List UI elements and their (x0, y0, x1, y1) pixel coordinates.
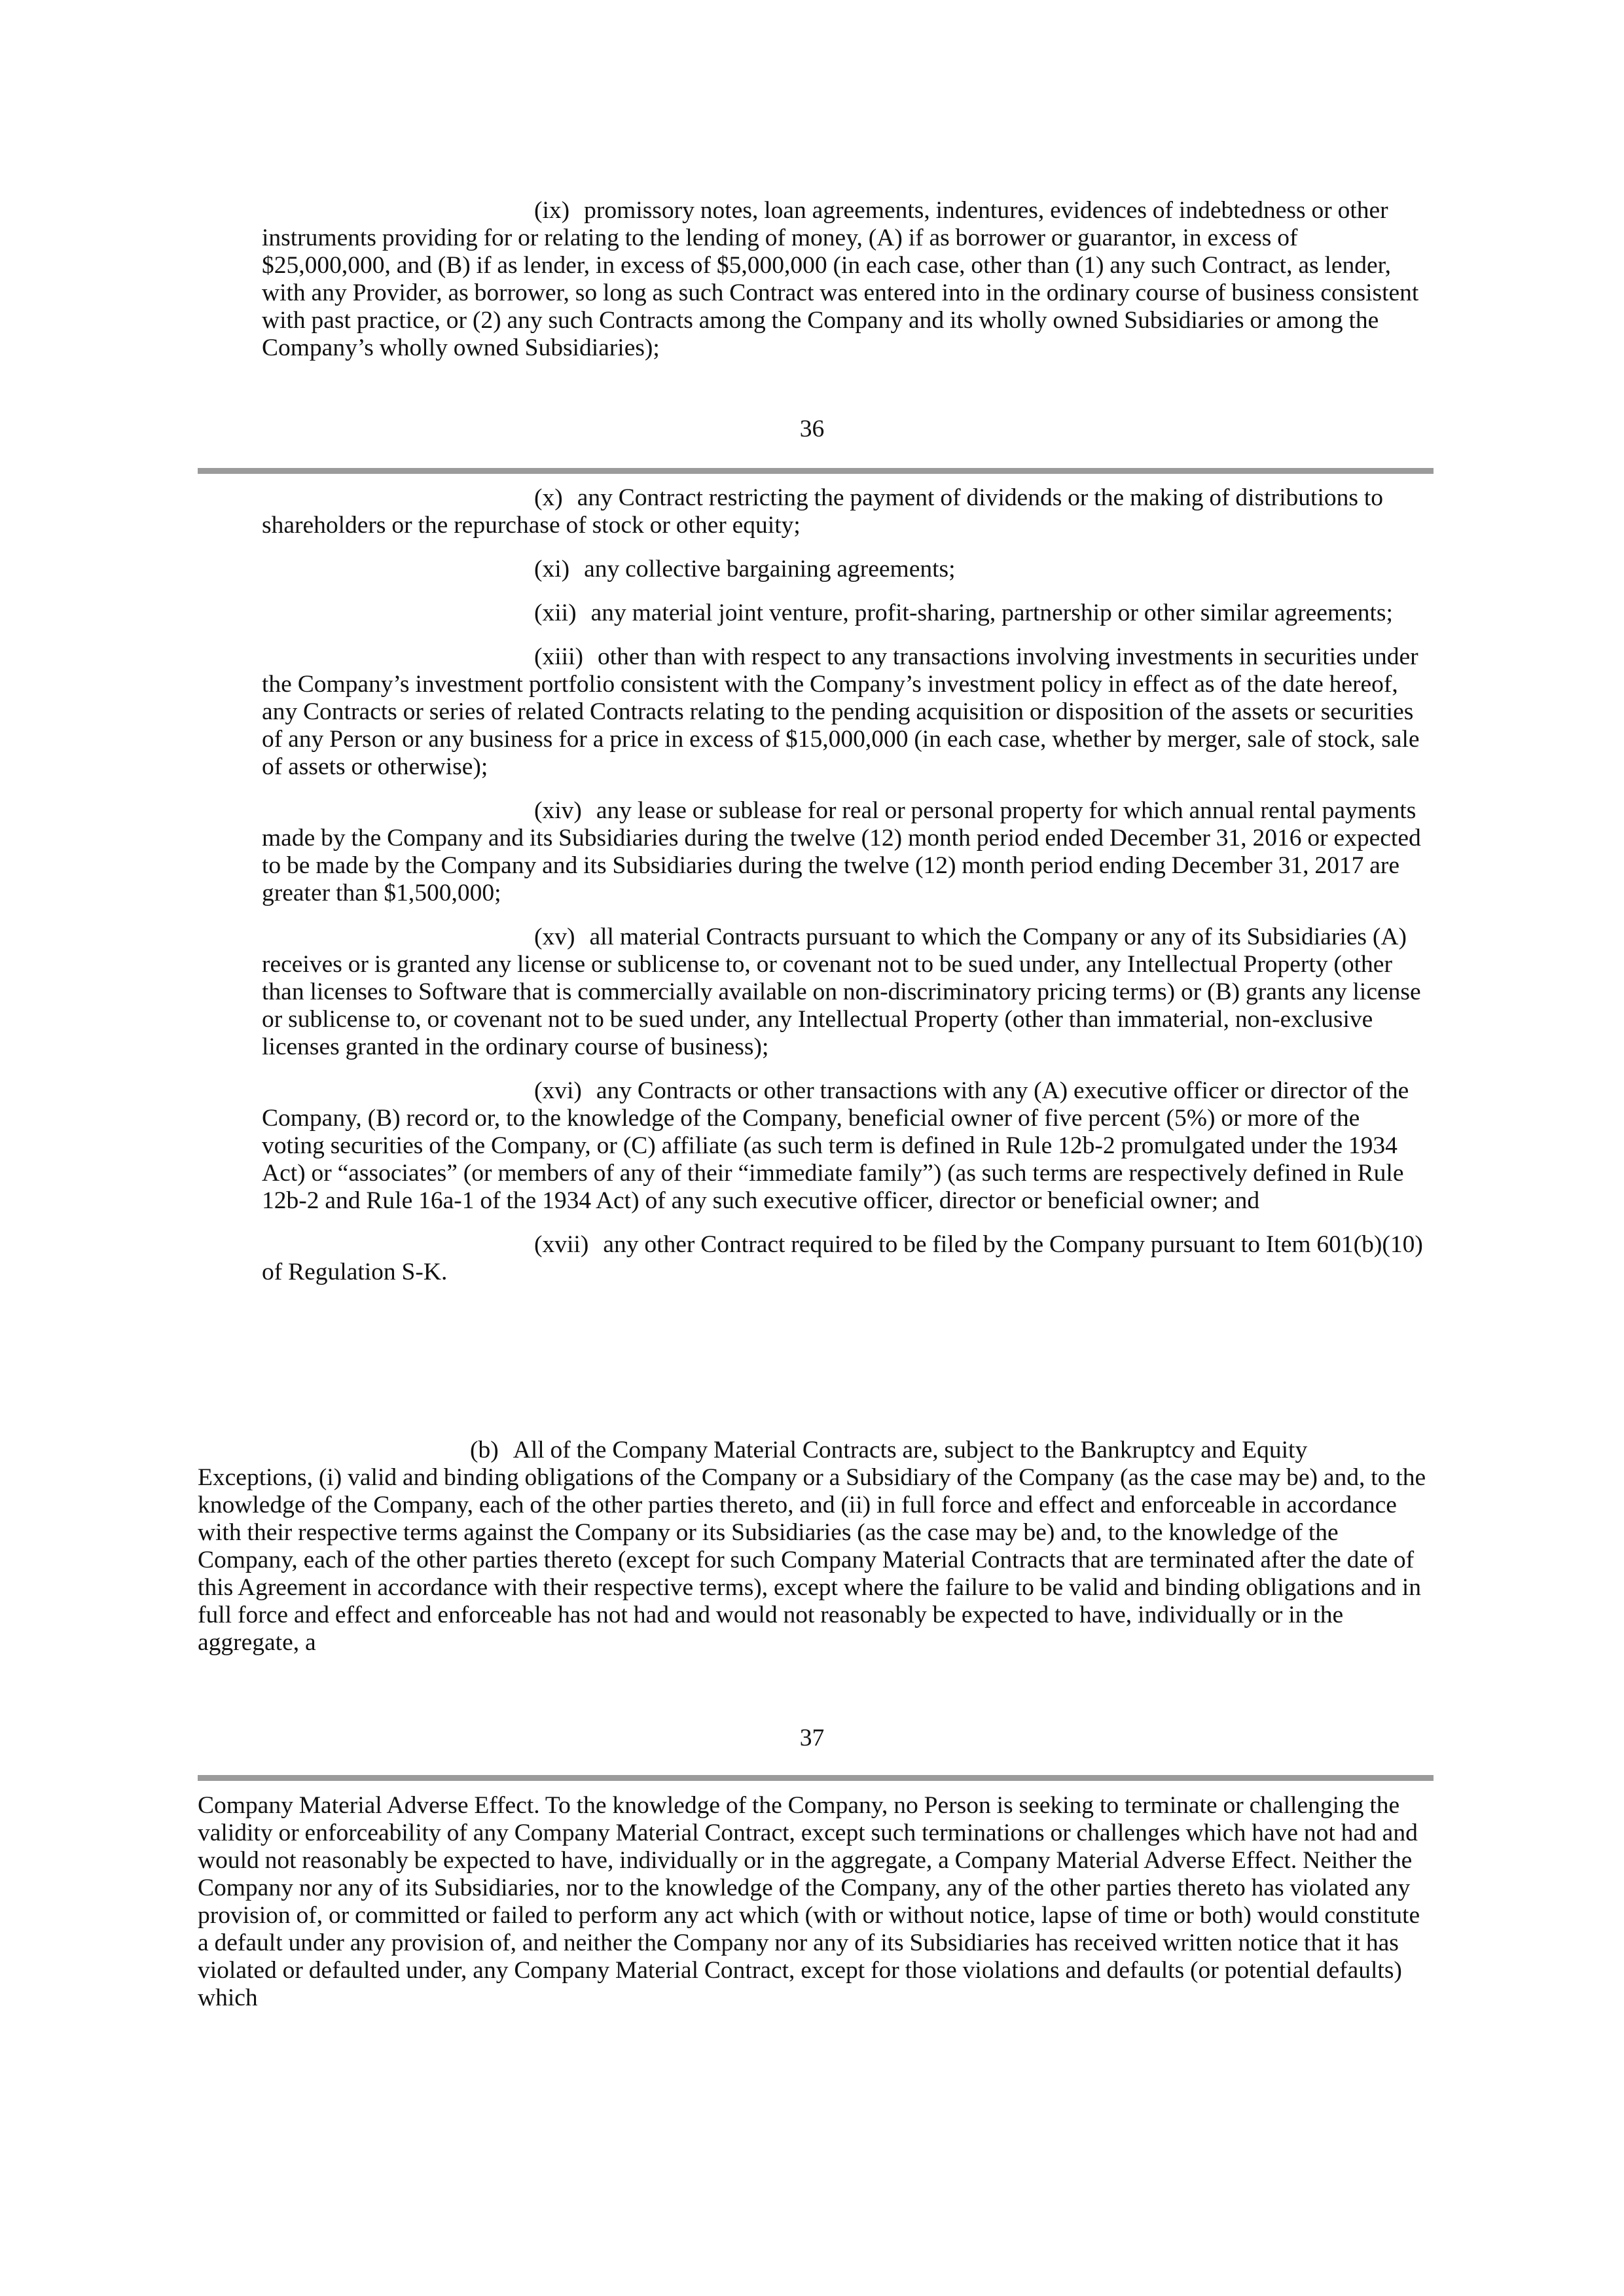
continuation-paragraph: Company Material Adverse Effect. To the knowledge of the Company, no Person is seeking to terminate or challenging the validity or enforceability of any Company Material Contract, except such terminations or challenges which have not had and would not reasonably be expected to have, individually or in the aggregate, a Company Material Adverse Effect. Neither the Company nor any of its Subsidiaries, nor to the knowledge of the Company, any of the other parties thereto has violated any provision of, or committed or failed to perform any act which (with or without notice, lapse of time or both) would constitute a default under any provision of, and neither the Company nor any of its Subsidiaries has received written notice that it has violated or defaulted under, any Company Material Contract, except for those violations and defaults (or potential defaults) which (198, 1792, 1420, 2011)
list-item-xiii (262, 643, 1428, 781)
list-item-x (262, 484, 1428, 539)
page-36-content (262, 197, 1428, 362)
page-37-sub-items (262, 484, 1428, 1312)
item-label: (xvii) (534, 1231, 589, 1258)
item-label: (x) (534, 484, 563, 511)
item-label: (b) (470, 1437, 499, 1463)
page-separator (198, 468, 1434, 474)
page-number: 37 (799, 1725, 825, 1751)
page-number: 36 (799, 416, 825, 442)
list-item-xi (262, 556, 1428, 583)
item-text: other than with respect to any transactions involving investments in securities under the Company’s investment portfolio consistent with the Company’s investment policy in effect as of the date hereof, any Contracts or series of related Contracts relating to the pending acquisition or disposition of the assets or securities of any Person or any business for a price in excess of $15,000,000 (in each case, whether by merger, sale of stock, sale of assets or otherwise); (262, 643, 1420, 780)
list-item-xv (262, 924, 1428, 1061)
item-text: any material joint venture, profit-sharing, partnership or other similar agreements; (590, 600, 1393, 626)
item-text: all material Contracts pursuant to which the Company or any of its Subsidiaries (A) receives or is granted any license or sublicense to, or covenant not to be sued under, any Intellectual Property (other than licenses to Software that is commercially available on non-discriminatory pricing terms) or (B) grants any license or sublicense to, or covenant not to be sued under, any Intellectual Property (other than immaterial, non-exclusive licenses granted in the ordinary course of business); (262, 924, 1421, 1060)
item-label: (xiv) (534, 797, 582, 824)
list-item-xiv (262, 797, 1428, 907)
item-label: (xv) (534, 924, 575, 950)
page-38-content (198, 1792, 1428, 2012)
item-text: promissory notes, loan agreements, indentures, evidences of indebtedness or other instruments providing for or relating to the lending of money, (A) if as borrower or guarantor, in excess of $25,000,000, and (B) if as lender, in excess of $5,000,000 (in each case, other than (1) any such Contract, as lender, with any Provider, as borrower, so long as such Contract was entered into in the ordinary course of business consistent with past practice, or (2) any such Contracts among the Company and its wholly owned Subsidiaries or among the Company’s wholly owned Subsidiaries); (262, 197, 1419, 361)
item-label: (xvi) (534, 1077, 582, 1104)
item-label: (xi) (534, 556, 570, 583)
item-text: any Contracts or other transactions with any (A) executive officer or director of the Company, (B) record or, to the knowledge of the Company, beneficial owner of five percent (5%) or more of the voting securities of the Company, or (C) affiliate (as such term is defined in Rule 12b-2 promulgated under the 1934 Act) or “associates” (or members of any of their “immediate family”) (as such terms are respectively defined in Rule 12b-2 and Rule 16a-1 of the 1934 Act) of any such executive officer, director or beneficial owner; and (262, 1077, 1409, 1214)
page-37-section-b (198, 1437, 1428, 1657)
item-text: any Contract restricting the payment of dividends or the making of distributions to shareholders or the repurchase of stock or other equity; (262, 484, 1383, 539)
section-b-paragraph (198, 1437, 1428, 1657)
list-item-ix (262, 197, 1428, 362)
item-label: (ix) (534, 197, 570, 224)
item-text: any lease or sublease for real or personal property for which annual rental payments made by the Company and its Subsidiaries during the twelve (12) month period ended December 31, 2016 or expected to be made by the Company and its Subsidiaries during the twelve (12) month period ending December 31, 2017 are greater than $1,500,000; (262, 797, 1421, 906)
item-label: (xiii) (534, 643, 583, 670)
page-separator (198, 1775, 1434, 1781)
item-label: (xii) (534, 600, 577, 626)
item-text: All of the Company Material Contracts are, subject to the Bankruptcy and Equity Exceptions, (i) valid and binding obligations of the Company or a Subsidiary of the Company (as the case may be) and, to the knowledge of the Company, each of the other parties thereto, and (ii) in full force and effect and enforceable in accordance with their respective terms against the Company or its Subsidiaries (as the case may be) and, to the knowledge of the Company, each of the other parties thereto (except for such Company Material Contracts that are terminated after the date of this Agreement in accordance with their respective terms), except where the failure to be valid and binding obligations and in full force and effect and enforceable has not had and would not reasonably be expected to have, individually or in the aggregate, a (198, 1437, 1426, 1656)
list-item-xii (262, 600, 1428, 627)
item-text: any other Contract required to be filed by the Company pursuant to Item 601(b)(10) of Regulation S-K. (262, 1231, 1423, 1285)
list-item-xvi (262, 1077, 1428, 1215)
list-item-xvii (262, 1231, 1428, 1286)
item-text: any collective bargaining agreements; (584, 556, 956, 583)
